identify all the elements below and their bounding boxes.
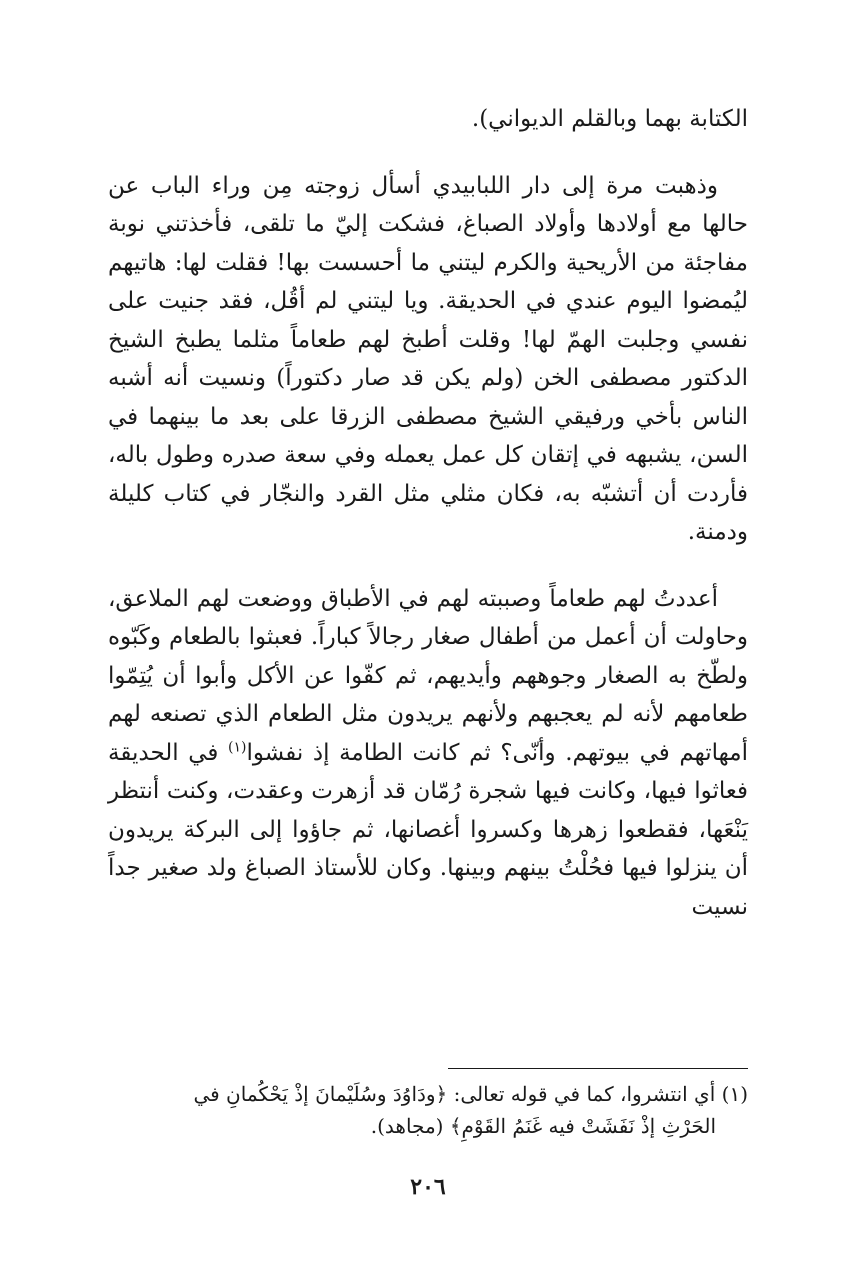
paragraph-2-text: وذهبت مرة إلى دار اللبابيدي أسأل زوجته مِن وراء الباب عن حالها مع أولادها وأولاد الصباغ، فشكت إليّ ما تلقى، فأخذتني نوبة مفاجئة من الأريحية والكرم ليتني ما أحسست بها! فقلت لها: هاتيهم ليُمضوا اليوم عندي في الحديقة. ويا ليتني لم أقُل، فقد جنيت على نفسي وجلبت الهمّ لها! وقلت أطبخ لهم طعاماً مثلما يطبخ الشيخ الدكتور مصطفى الخن (ولم يكن قد صار دكتوراً) ونسيت أنه أشبه الناس بأخي ورفيقي الشيخ مصطفى الزرقا على بعد ما بينهما في السن، يشبهه في إتقان كل عمل يعمله وفي سعة صدره وطول باله، فأردت أن أتشبّه به، فكان مثلي مثل القرد والنجّار في كتاب كليلة ودمنة.: [108, 172, 748, 545]
paragraph-gap: [108, 139, 748, 167]
page-number: ٢٠٦: [410, 1174, 446, 1200]
footnote-line-1: (١) أي انتشروا، كما في قوله تعالى: ﴿ودَاوُدَ وسُلَيْمانَ إذْ يَحْكُمانِ في: [193, 1082, 748, 1106]
footnote: [108, 1078, 748, 1142]
paragraph-1: [108, 100, 748, 139]
footnote-reference[interactable]: (١): [228, 738, 247, 755]
footnote-separator: [448, 1068, 748, 1069]
paragraph-gap: [108, 552, 748, 580]
footnote-line-2: الحَرْثِ إذْ نَفَشَتْ فيه غَنَمُ القَوْمِ﴾ (مجاهد).: [370, 1114, 716, 1138]
paragraph-3: [108, 580, 748, 927]
paragraph-3-text-after-ref: في الحديقة فعاثوا فيها، وكانت فيها شجرة رُمّان قد أزهرت وعقدت، وكنت أنتظر يَنْعَها، فقطعوا زهرها وكسروا أغصانها، ثم جاؤوا إلى البركة يريدون أن ينزلوا فيها فحُلْتُ بينهم وبينها. وكان للأستاذ الصباغ ولد صغير جداً نسيت: [108, 739, 748, 920]
body-text: [108, 100, 748, 926]
paragraph-2: [108, 167, 748, 552]
paragraph-1-text: الكتابة بهما وبالقلم الديواني).: [471, 106, 748, 132]
paragraph-3-text-before-ref: أعددتُ لهم طعاماً وصببته لهم في الأطباق ووضعت لهم الملاعق، وحاولت أن أعمل من أطفال صغار رجالاً كباراً. فعبثوا بالطعام وكَبّوه ولطّخ به الصغار وجوههم وأيديهم، ثم كفّوا عن الأكل وأبوا أن يُتِمّوا طعامهم لأنه لم يعجبهم ولأنهم يريدون مثل الطعام الذي تصنعه لهم أمهاتهم في بيوتهم. وأنّى؟ ثم كانت الطامة إذ نفشوا: [108, 585, 748, 766]
